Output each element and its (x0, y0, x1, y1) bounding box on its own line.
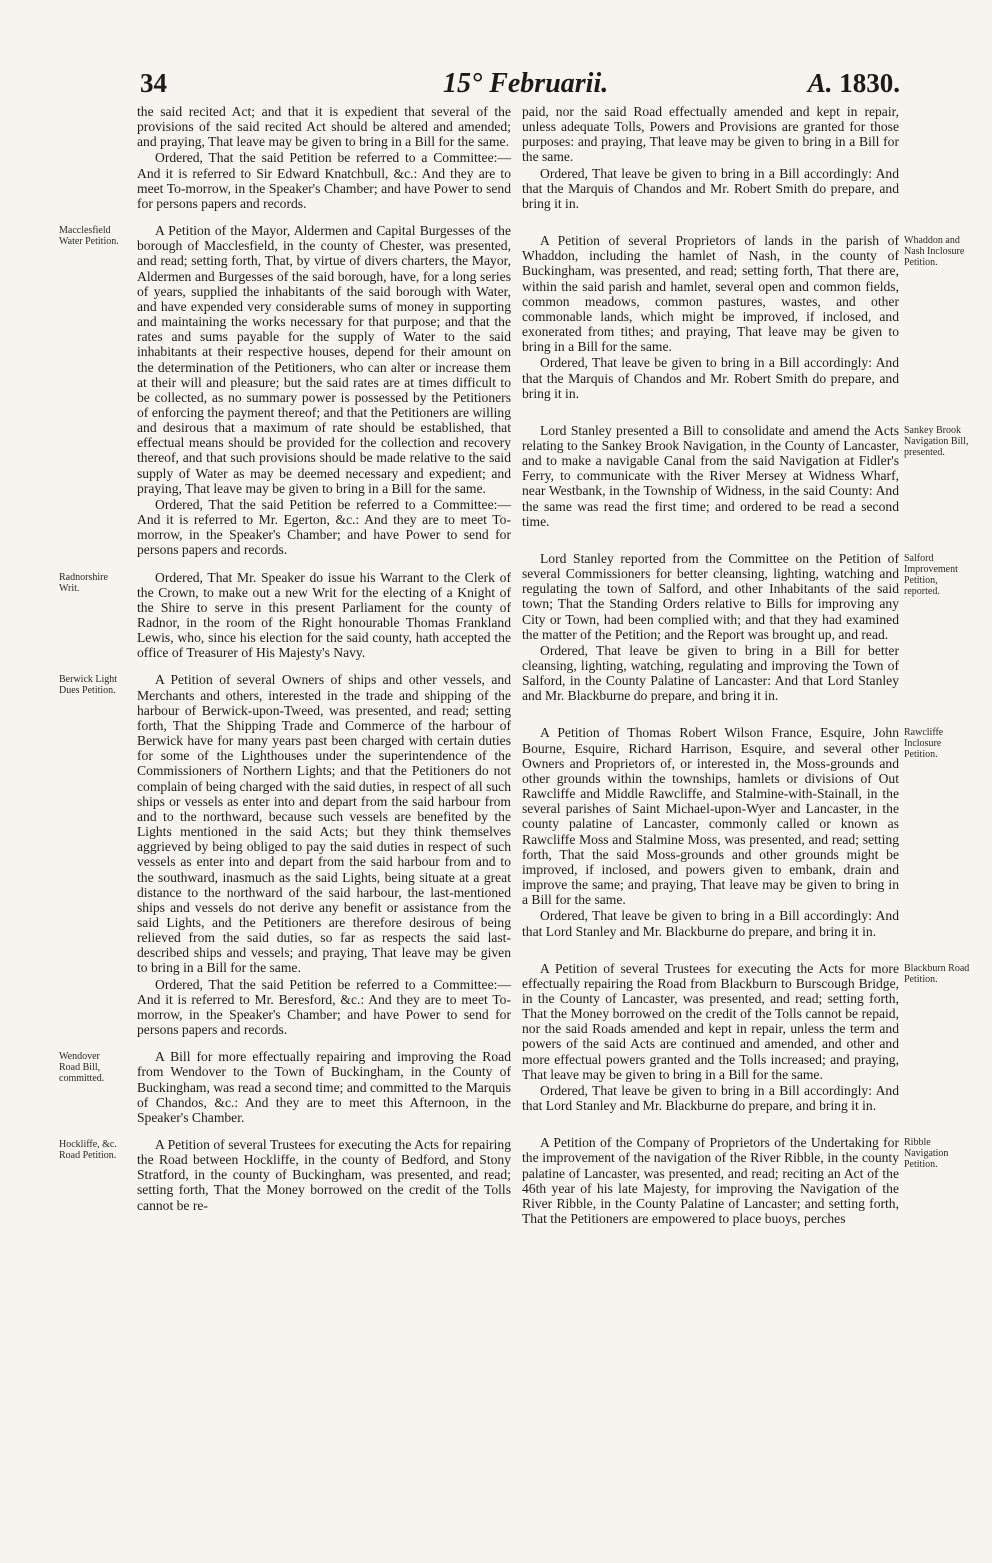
margin-note: Rawcliffe Inclosure Petition. (904, 727, 944, 761)
margin-note: Blackburn Road Petition. (904, 962, 970, 985)
entry-hockliffe-road-petition (59, 1137, 511, 1213)
entry-blackburn-road-petition (522, 960, 970, 1114)
entry-continuation (522, 104, 899, 211)
paragraph: Ordered, That leave be given to bring in a Bill accordingly: And that the Marquis of Chandos and Mr. Robert Smith do prepare, and bring it in. (522, 165, 899, 211)
paragraph: A Petition of several Proprietors of lands in the parish of Whaddon, including the hamlet of Nash, in the county of Buckingham, was presented, and read; setting forth, That there are, within the said parish and hamlet, several open and common fields, common meadows, common pastures, wastes, and other commonable lands, which might be improved, if inclosed, and exonerated from tithes; and praying, That leave may be given to bring in a Bill for the same. (522, 233, 899, 355)
entry-radnorshire-writ (59, 569, 511, 661)
paragraph: A Petition of the Mayor, Aldermen and Capital Burgesses of the borough of Macclesfield, in the county of Chester, was presented, and read; setting forth, That, by virtue of divers charters, the Mayor, Aldermen and Burgesses of the said borough, have, for a long series of years, supplied the inhabitants of the said borough with Water, and have expended very considerable sums of money in supporting and maintaining the works necessary for that purpose; and that the rates and sums payable for the supply of Water to the said inhabitants at their respective houses, depend for their amount on the determination of the Petitioners, who can alter or increase them at their will and pleasure; but the said rates are at times difficult to be collected, as no summary power is possessed by the Petitioners of enforcing the payment thereof; and that the Petitioners are willing and desirous that a maximum of rate should be established, that effectual means should be provided for the collection and recovery thereof, and that such provisions should be made relative to the said supply of Water as may be deemed necessary and expedient; and praying, That leave may be given to bring in a Bill for the same. (137, 223, 511, 496)
paragraph: Ordered, That the said Petition be referred to a Committee:—And it is referred to Mr. Beresford, &c.: And they are to meet To-morrow, in the Speaker's Chamber; and have Power to send for persons papers and records. (137, 976, 511, 1038)
paragraph: Ordered, That the said Petition be referred to a Committee:—And it is referred to Mr. Egerton, &c.: And they are to meet To-morrow, in the Speaker's Chamber; and have Power to send for persons papers and records. (137, 496, 511, 558)
entry-salford-improvement-petition (522, 550, 958, 704)
entry-berwick-light-dues-petition (59, 672, 511, 1038)
header-year (808, 68, 900, 99)
entry-ribble-navigation-petition (522, 1135, 949, 1226)
page-header (110, 68, 900, 100)
paragraph: A Petition of Thomas Robert Wilson France, Esquire, John Bourne, Esquire, Richard Harrison, Esquire, and several other Owners and Proprietors of, or interested in, the Moss-grounds and other grounds within the townships, hamlets or divisions of Out Rawcliffe and Middle Rawcliffe, and Stalmine-with-Stainall, in the several parishes of Saint Michael-upon-Wyer and Lancaster, in the county palatine of Lancaster, commonly called or known as Rawcliffe Moss and Stalmine Moss, was presented, and read; setting forth, That the said Moss-grounds and other grounds might be improved, if inclosed, and powers given to embank, drain and improve the same; and praying, That leave may be given to bring in a Bill for the same. (522, 725, 899, 908)
margin-note: Berwick Light Dues Petition. (59, 674, 118, 697)
paragraph: A Petition of several Owners of ships and other vessels, and Merchants and others, interested in the trade and shipping of the harbour of Berwick-upon-Tweed, was presented, and read; setting forth, That the Shipping Trade and Commerce of the harbour of Berwick have for many years past been charged with certain duties for some of the Lighthouses under the superintendence of the Commissioners of Northern Lights; and that the Petitioners do not complain of being charged with the said duties, in respect of all such ships or vessels as enter into and depart from the said harbour from and to the northward, because such vessels are benefited by the Lights mentioned in the said Acts; but they think themselves aggrieved by being obliged to pay the said duties in respect of such vessels as enter into and depart from the said harbour from and to the southward, inasmuch as the said Lights, being situate at a great distance to the northward of the said harbour, the last-mentioned ships and vessels do not derive any benefit or assistance from the said Lights, and the Petitioners are therefore desirous of being relieved from the said duties, so far as respects the said last-described ships and vessels; and praying, That leave may be given to bring in a Bill for the same. (137, 672, 511, 976)
year-prefix: A. (807, 68, 833, 98)
margin-note: Hockliffe, &c. Road Petition. (59, 1139, 117, 1161)
entry-wendover-road-bill (59, 1049, 511, 1125)
paragraph: paid, nor the said Road effectually amended and kept in repair, unless adequate Tolls, Powers and Provisions are granted for those purposes: and praying, That leave may be given to bring in a Bill for the same. (522, 104, 899, 165)
margin-note: Salford Improvement Petition, reported. (904, 552, 958, 597)
margin-note: Sankey Brook Navigation Bill, presented. (904, 424, 969, 458)
header-date: 15° Februarii. (443, 68, 609, 99)
paragraph: A Petition of several Trustees for executing the Acts for repairing the Road between Hockliffe, in the county of Bedford, and Stony Stratford, in the county of Buckingham, was presented, and read; setting forth, That the Money borrowed on the credit of the Tolls cannot be re- (137, 1137, 511, 1213)
paragraph: A Petition of the Company of Proprietors of the Undertaking for the improvement of the navigation of the River Ribble, in the county palatine of Lancaster, was presented, and read; reciting an Act of the 46th year of his late Majesty, for improving the Navigation of the River Ribble, in the County Palatine of Lancaster; and setting forth, That the Petitioners are empowered to place buoys, perches (522, 1135, 899, 1226)
entry-continuation (137, 104, 511, 211)
paragraph: Ordered, That leave be given to bring in a Bill accordingly: And that Lord Stanley and Mr. Blackburne do prepare, and bring it in. (522, 1082, 899, 1114)
entry-whaddon-nash-inclosure-petition (522, 233, 965, 401)
right-column (522, 104, 970, 1238)
entry-rawcliffe-inclosure-petition (522, 725, 944, 939)
entry-macclesfield-water-petition (59, 223, 511, 558)
margin-note: Whaddon and Nash Inclosure Petition. (904, 235, 965, 269)
paragraph: Ordered, That leave be given to bring in a Bill accordingly: And that Lord Stanley and Mr. Blackburne do prepare, and bring it in. (522, 908, 899, 939)
margin-note: Wendover Road Bill, committed. (59, 1051, 105, 1085)
paragraph: the said recited Act; and that it is expedient that several of the provisions of the said recited Act should be altered and amended; and praying, That leave may be given to bring in a Bill for the same. (137, 104, 511, 150)
paragraph: A Bill for more effectually repairing and improving the Road from Wendover to the Town of Buckingham, in the County of Buckingham, was read a second time; and committed to the Marquis of Chandos, &c.: And they are to meet this Afternoon, in the Speaker's Chamber. (137, 1049, 511, 1125)
entry-sankey-brook-navigation-bill (522, 422, 969, 529)
margin-note: Ribble Navigation Petition. (904, 1137, 949, 1171)
paragraph: Ordered, That leave be given to bring in a Bill for better cleansing, lighting, watching, regulating and improving the Town of Salford, in the County Palatine of Lancaster: And that Lord Stanley and Mr. Blackburne do prepare, and bring it in. (522, 642, 899, 704)
paragraph: Ordered, That leave be given to bring in a Bill accordingly: And that the Marquis of Chandos and Mr. Robert Smith do prepare, and bring it in. (522, 355, 899, 401)
margin-note: Macclesfield Water Petition. (59, 225, 119, 248)
paragraph: Lord Stanley presented a Bill to consolidate and amend the Acts relating to the Sankey Brook Navigation, in the County of Lancaster, and to make a navigable Canal from the said Navigation at Fidler's Ferry, to communicate with the River Mersey at Widness Wharf, near Westbank, in the Township of Widness, in the said County: And the same was read the first time; and ordered to be read a second time. (522, 422, 899, 529)
left-column (59, 104, 511, 1225)
margin-note: Radnorshire Writ. (59, 571, 108, 594)
paragraph: Lord Stanley reported from the Committee on the Petition of several Commissioners for better cleansing, lighting, watching and regulating the town of Salford, and other Inhabitants of the said town; That the Standing Orders relative to Bills for improving any City or Town, had been complied with; and that they had examined the matter of the Petition; and the Report was brought up, and read. (522, 550, 899, 642)
page-number: 34 (140, 68, 167, 98)
year-value: 1830. (839, 68, 900, 98)
paragraph: Ordered, That the said Petition be referred to a Committee:—And it is referred to Sir Edward Knatchbull, &c.: And they are to meet To-morrow, in the Speaker's Chamber; and have Power to send for persons papers and records. (137, 150, 511, 211)
paragraph: A Petition of several Trustees for executing the Acts for more effectually repairing the Road from Blackburn to Burscough Bridge, in the County of Lancaster, was presented, and read; setting forth, That the Money borrowed on the credit of the Tolls cannot be repaid, nor the said Roads amended and kept in repair, unless the term and powers of the said Acts are continued and amended, and other and more effectual powers granted and the Tolls increased; and praying, That leave may be given to bring in a Bill for the same. (522, 960, 899, 1082)
paragraph: Ordered, That Mr. Speaker do issue his Warrant to the Clerk of the Crown, to make out a new Writ for the electing of a Knight of the Shire to serve in this present Parliament for the county of Radnor, in the room of the Right honourable Thomas Frankland Lewis, who, since his election for the said county, hath accepted the office of Treasurer of His Majesty's Navy. (137, 569, 511, 661)
